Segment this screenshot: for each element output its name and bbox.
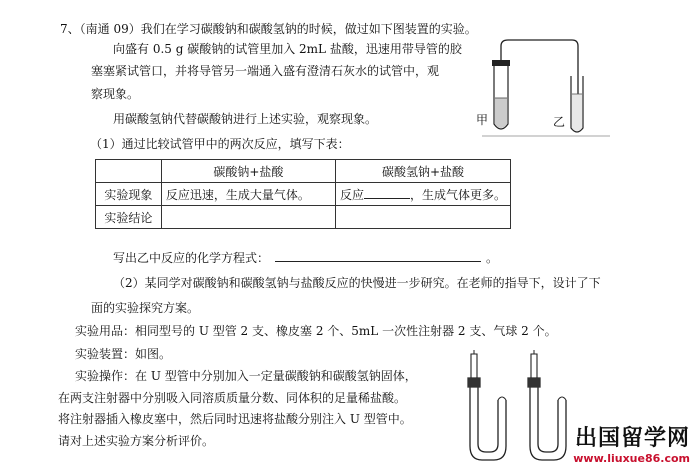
cell-conclusion-nahco3[interactable] — [335, 206, 510, 229]
label-jia: 甲 — [476, 113, 489, 127]
comparison-table — [95, 159, 511, 229]
delivery-tube — [501, 40, 578, 124]
header-sodium-carbonate: 碳酸钠+盐酸 — [161, 160, 335, 183]
balloon — [558, 397, 566, 400]
balloon — [498, 397, 506, 400]
rubber-stopper — [528, 378, 540, 387]
question-intro: 7、（南通 09）我们在学习碳酸钠和碳酸氢钠的时候，做过如下图装置的实验。 — [60, 22, 477, 36]
rubber-stopper — [468, 378, 480, 387]
equation-prompt: 写出乙中反应的化学方程式： — [113, 249, 481, 266]
rubber-stopper — [492, 60, 510, 66]
watermark — [573, 421, 690, 465]
operation-line-2: 在两支注射器中分别吸入同溶质质量分数、同体积的足量稀盐酸。 — [58, 391, 407, 405]
equation-blank[interactable] — [275, 249, 481, 262]
answer-blank[interactable] — [364, 186, 410, 199]
materials-line: 实验用品：相同型号的 U 型管 2 支、橡皮塞 2 个、5mL 一次性注射器 2 支、气球 2 个。 — [75, 324, 557, 338]
table-header-row — [96, 160, 511, 183]
paragraph-1-line-3: 察现象。 — [91, 87, 140, 101]
question-number: 7、（南通 09） — [60, 22, 141, 36]
part-1-prompt: （1）通过比较试管甲中的两次反应，填写下表： — [90, 137, 350, 151]
watermark-url: www.liuxue86.com — [573, 452, 690, 465]
u-tube-right — [528, 350, 566, 460]
table-row — [96, 206, 511, 229]
cell-phenomenon-nahco3: 反应 ，生成气体更多。 — [335, 183, 510, 206]
test-tube-jia — [492, 60, 510, 129]
apparatus-line: 实验装置：如图。 — [75, 347, 172, 361]
syringe — [531, 354, 537, 378]
syringe — [471, 354, 477, 378]
part-2-line-2: 面的实验探究方案。 — [91, 301, 200, 315]
operation-line-3: 将注射器插入橡皮塞中，然后同时迅速将盐酸分别注入 U 型管中。 — [58, 412, 412, 426]
test-tube-yi — [571, 76, 583, 132]
equation-end: 。 — [486, 251, 499, 265]
cell-conclusion-na2co3[interactable] — [161, 206, 335, 229]
row-label-phenomenon: 实验现象 — [96, 183, 162, 206]
paragraph-1-line-1: 向盛有 0.5 g 碳酸钠的试管里加入 2mL 盐酸，迅速用带导管的胶 — [113, 42, 462, 56]
table-corner — [96, 160, 162, 183]
u-tube-left — [468, 350, 506, 460]
paragraph-1-line-2: 塞塞紧试管口，并将导管另一端通入盛有澄清石灰水的试管中，观 — [91, 64, 440, 78]
operation-line-1: 实验操作：在 U 型管中分别加入一定量碳酸钠和碳酸氢钠固体， — [75, 369, 417, 383]
table-row — [96, 183, 511, 206]
paragraph-2: 用碳酸氢钠代替碳酸钠进行上述实验，观察现象。 — [113, 112, 378, 126]
operation-line-4: 请对上述实验方案分析评价。 — [58, 434, 215, 448]
cell-phenomenon-na2co3: 反应迅速，生成大量气体。 — [161, 183, 335, 206]
row-label-conclusion: 实验结论 — [96, 206, 162, 229]
part-2-line-1: （2）某同学对碳酸钠和碳酸氢钠与盐酸反应的快慢进一步研究。在老师的指导下，设计了下 — [113, 276, 601, 290]
header-sodium-bicarbonate: 碳酸氢钠+盐酸 — [335, 160, 510, 183]
test-tube-apparatus-figure — [470, 36, 620, 140]
label-yi: 乙 — [553, 115, 566, 129]
watermark-name: 出国留学网 — [574, 426, 690, 451]
